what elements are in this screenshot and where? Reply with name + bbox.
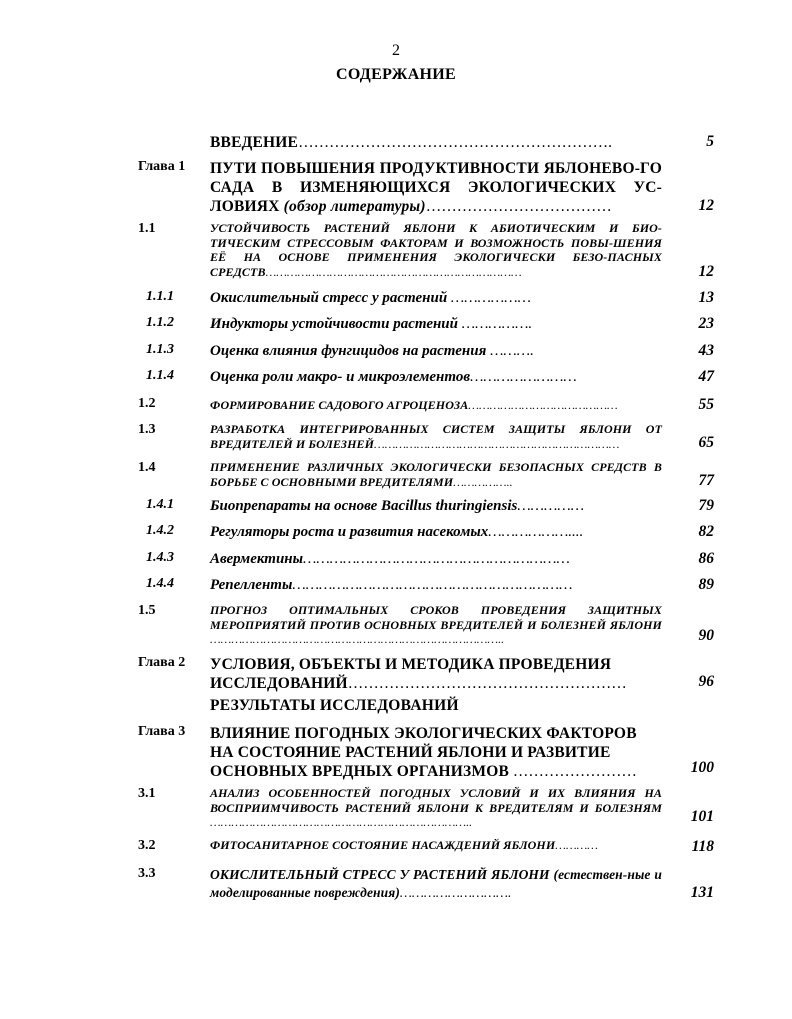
toc-page-number: 43 [698,342,714,359]
toc-entry-title: Регуляторы роста и развития насекомых [210,524,489,540]
toc-page-number: 77 [698,472,714,489]
toc-entry-title: Оценка роли макро- и микроэлементов [210,369,471,385]
toc-entry-number: 3.1 [138,786,156,801]
toc-page-number: 65 [698,434,714,451]
leader-dots: …………………………………… [468,398,618,412]
toc-entry-title: УСТОЙЧИВОСТЬ РАСТЕНИЙ ЯБЛОНИ К АБИОТИЧЕСКИМ И БИО-ТИЧЕСКИМ СТРЕССОВЫМ ФАКТОРАМ И ВОЗМОЖНОСТЬ ПОВЫ-ШЕНИЯ ЕЁ НА ОСНОВЕ ПРИМЕНЕНИЯ ЭКОЛОГИЧЕСКИ БЕЗО-ПАСНЫХ СРЕДСТВ [210,221,662,279]
toc-entry-number: 3.3 [138,866,156,881]
toc-page-number: 12 [698,263,714,280]
toc-entry-number: 1.5 [138,603,156,618]
leader-dots: ……………………………… [425,198,612,215]
toc-entry-number: 1.1.4 [146,368,174,383]
toc-entry-number: 1.2 [138,396,156,411]
toc-page-number: 100 [690,759,714,776]
toc-entry-number: 1.1.1 [146,289,174,304]
toc-page-number: 12 [698,197,714,214]
toc-entry-title: Индукторы устойчивости растений [210,316,458,332]
toc-entry-number: 1.4.3 [146,550,174,565]
toc-entry-number: Глава 1 [138,159,186,174]
toc-page-number: 101 [690,808,714,825]
toc-entry-title: УСЛОВИЯ, ОБЪЕКТЫ И МЕТОДИКА ПРОВЕДЕНИЯ ИССЛЕДОВАНИЙ [210,656,612,692]
toc-page-number: 90 [698,627,714,644]
leader-dots: ……………………………………………………………… [265,264,522,279]
toc-page-number: 5 [706,133,714,150]
toc-entry-number: 1.4.2 [146,523,174,538]
page-title: СОДЕРЖАНИЕ [335,66,457,83]
toc-entry-title: Авермектины [210,551,304,567]
toc-entry-number: 3.2 [138,838,156,853]
toc-page-number: 47 [698,368,714,385]
toc-entry-number: Глава 2 [138,655,186,670]
toc-page-number: 86 [698,550,714,567]
toc-entry-title: ПРОГНОЗ ОПТИМАЛЬНЫХ СРОКОВ ПРОВЕДЕНИЯ ЗАЩИТНЫХ МЕРОПРИЯТИЙ ПРОТИВ ОСНОВНЫХ ВРЕДИТЕЛЕЙ И БОЛЕЗНЕЙ ЯБЛОНИ [210,603,662,632]
toc-entry-title: ФОРМИРОВАНИЕ САДОВОГО АГРОЦЕНОЗА [210,398,469,412]
leader-dots: …………….. [453,474,513,489]
page-number: 2 [392,42,400,59]
toc-entry-number: Глава 3 [138,724,186,739]
toc-entry-number: 1.4.4 [146,576,174,591]
leader-dots: ………. [486,343,534,359]
leader-dots: ……………………………………………………………….. [210,815,473,829]
toc-page-number: 23 [698,315,714,332]
toc-entry-number: 1.4 [138,460,156,475]
leader-dots: ……………. [458,316,533,332]
toc-page-number: 89 [698,576,714,593]
toc-entry-title: РАЗРАБОТКА ИНТЕГРИРОВАННЫХ СИСТЕМ ЗАЩИТЫ ЯБЛОНИ ОТ ВРЕДИТЕЛЕЙ И БОЛЕЗНЕЙ [210,422,662,451]
toc-entry-title: Репелленты [210,577,293,593]
toc-page-number: 13 [698,289,714,306]
toc-entry-note: (обзор литературы) [283,198,426,215]
leader-dots: ………………………. [399,885,512,900]
toc-entry-number: 1.4.1 [146,497,174,512]
leader-dots: ……………………………………………………. [298,134,612,151]
leader-dots: ……………… [447,290,531,306]
toc-page-number: 118 [691,838,714,855]
toc-entry-number: 1.3 [138,422,156,437]
leader-dots: ……………………………………………………… [292,577,573,593]
leader-dots: …………… [517,498,585,514]
toc-entry-title: Оценка влияния фунгицидов на растения [210,343,487,359]
toc-entry-title: ОКИСЛИТЕЛЬНЫЙ СТРЕСС У РАСТЕНИЙ ЯБЛОНИ (естествен-ные и моделированные повреждения) [210,867,662,900]
leader-dots: …………………… [470,369,577,385]
toc-entry-number: 1.1.2 [146,315,174,330]
toc-page-number: 82 [698,523,714,540]
toc-entry-title: Окислительный стресс у растений [210,290,448,306]
leader-dots: ……………….... [488,524,584,540]
toc-page-number: 55 [698,396,714,413]
leader-dots: ……………………………………………… [347,675,627,692]
toc-entry-title: ПРИМЕНЕНИЕ РАЗЛИЧНЫХ ЭКОЛОГИЧЕСКИ БЕЗОПАСНЫХ СРЕДСТВ В БОРЬБЕ С ОСНОВНЫМИ ВРЕДИТЕЛЯМИ [210,460,662,489]
toc-entry-title: ВЛИЯНИЕ ПОГОДНЫХ ЭКОЛОГИЧЕСКИХ ФАКТОРОВ НА СОСТОЯНИЕ РАСТЕНИЙ ЯБЛОНИ И РАЗВИТИЕ ОСНОВНЫХ ВРЕДНЫХ ОРГАНИЗМОВ [210,725,637,780]
leader-dots: …………………… [509,763,637,780]
toc-entry-title: АНАЛИЗ ОСОБЕННОСТЕЙ ПОГОДНЫХ УСЛОВИЙ И ИХ ВЛИЯНИЯ НА ВОСПРИИМЧИВОСТЬ РАСТЕНИЙ ЯБЛОНИ К ВРЕДИТЕЛЯМ И БОЛЕЗНЯМ [210,786,662,815]
leader-dots: ……………………………………………………………………….. [210,632,505,646]
toc-entry-title: Биопрепараты на основе Bacillus thuringiensis [210,498,518,514]
toc-page-number: 96 [698,673,714,690]
toc-page-number: 131 [690,884,714,901]
section-heading-results: РЕЗУЛЬТАТЫ ИССЛЕДОВАНИЙ [210,697,459,714]
toc-entry-title: ПУТИ ПОВЫШЕНИЯ ПРОДУКТИВНОСТИ ЯБЛОНЕВО-ГО САДА В ИЗМЕНЯЮЩИХСЯ ЭКОЛОГИЧЕСКИХ УС-ЛОВИЯХ [210,160,662,215]
toc-page-number: 79 [698,497,714,514]
leader-dots: ………… [555,838,598,852]
toc-entry-title: ВВЕДЕНИЕ [210,134,299,151]
leader-dots: …………………………………………………… [303,551,570,567]
toc-entry-title: ФИТОСАНИТАРНОЕ СОСТОЯНИЕ НАСАЖДЕНИЙ ЯБЛОНИ [210,838,556,852]
toc-entry-number: 1.1 [138,221,156,236]
toc-entry-number: 1.1.3 [146,342,174,357]
leader-dots: …………………………………………………………… [374,436,620,451]
